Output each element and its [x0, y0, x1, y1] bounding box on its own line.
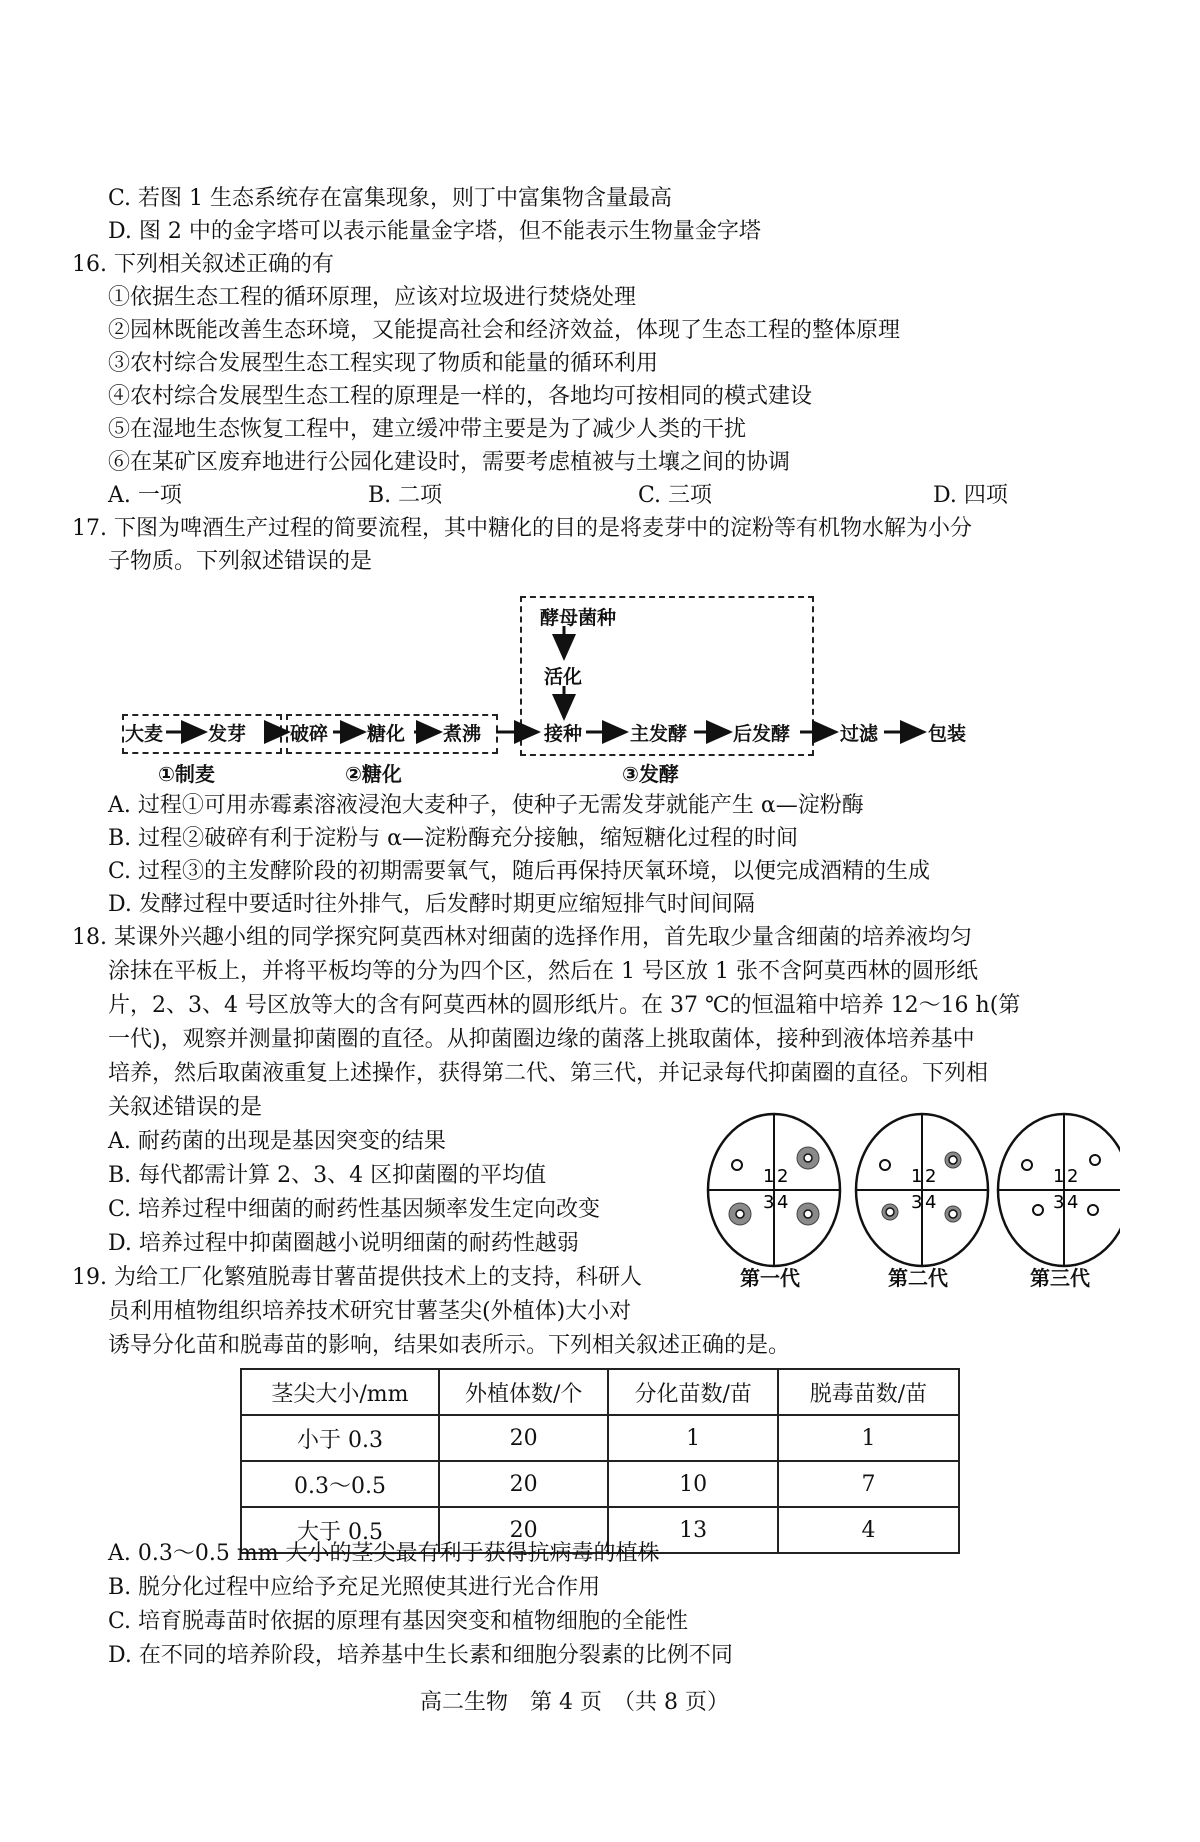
- q16-stem: 16. 下列相关叙述正确的有: [72, 252, 334, 277]
- q16-option-c: C. 三项: [638, 483, 713, 508]
- q19-option-a: A. 0.3～0.5 mm 大小的茎尖最有利于获得抗病毒的植株: [108, 1541, 660, 1566]
- q18-stem-line: 片，2、3、4 号区放等大的含有阿莫西林的圆形纸片。在 37 ℃的恒温箱中培养 12～16 h(第: [108, 993, 1021, 1018]
- q18-stem-line: 18. 某课外兴趣小组的同学探究阿莫西林对细菌的选择作用，首先取少量含细菌的培养液均匀: [72, 925, 972, 950]
- table-header: 脱毒苗数/苗: [778, 1369, 959, 1415]
- q17-stem-line2: 子物质。下列叙述错误的是: [108, 549, 373, 574]
- table-header: 外植体数/个: [439, 1369, 608, 1415]
- plate-gen1: [708, 1114, 840, 1266]
- flow-barley: 大麦: [125, 723, 164, 745]
- flow-main-ferment: 主发酵: [630, 723, 688, 745]
- zone-label-1: 1: [911, 1166, 923, 1187]
- flow-inoculate: 接种: [544, 723, 583, 745]
- q19-stem-line: 19. 为给工厂化繁殖脱毒甘薯苗提供技术上的支持，科研人: [72, 1265, 642, 1290]
- disc-zone4: [804, 1210, 812, 1218]
- table-cell: 1: [778, 1415, 959, 1461]
- table-cell: 20: [439, 1415, 608, 1461]
- table-cell: 7: [778, 1461, 959, 1507]
- q18-stem-line: 一代)，观察并测量抑菌圈的直径。从抑菌圈边缘的菌落上挑取菌体，接种到液体培养基中: [108, 1027, 975, 1052]
- q18-option-c: C. 培养过程中细菌的耐药性基因频率发生定向改变: [108, 1197, 601, 1222]
- table-cell: 0.3～0.5: [241, 1461, 439, 1507]
- flow-saccharify: 糖化: [367, 723, 406, 745]
- q16-item: ⑥在某矿区废弃地进行公园化建设时，需要考虑植被与土壤之间的协调: [108, 450, 791, 475]
- q16-item: ④农村综合发展型生态工程的原理是一样的，各地均可按相同的模式建设: [108, 384, 813, 409]
- zone-label-4: 4: [777, 1192, 789, 1213]
- q16-option-b: B. 二项: [368, 483, 443, 508]
- q18-option-a: A. 耐药菌的出现是基因突变的结果: [108, 1129, 446, 1154]
- q19-option-d: D. 在不同的培养阶段，培养基中生长素和细胞分裂素的比例不同: [108, 1643, 733, 1668]
- q18-stem-line: 涂抹在平板上，并将平板均等的分为四个区，然后在 1 号区放 1 张不含阿莫西林的圆形纸: [108, 959, 978, 984]
- table-row: [241, 1415, 959, 1461]
- flow-yeast: 酵母菌种: [540, 607, 617, 629]
- q17-option-b: B. 过程②破碎有利于淀粉与 α—淀粉酶充分接触，缩短糖化过程的时间: [108, 826, 799, 851]
- disc-zone2: [804, 1154, 812, 1162]
- table-cell: 20: [439, 1507, 608, 1553]
- page-footer: 高二生物 第 4 页 （共 8 页）: [420, 1690, 729, 1715]
- petri-plates-figure: [700, 1110, 1120, 1280]
- q18-option-b: B. 每代都需计算 2、3、4 区抑菌圈的平均值: [108, 1163, 547, 1188]
- table-header: 分化苗数/苗: [608, 1369, 777, 1415]
- table-row: [241, 1461, 959, 1507]
- flow-boil: 煮沸: [443, 723, 482, 745]
- zone-label-3: 3: [763, 1192, 775, 1213]
- q15-option-d: D. 图 2 中的金字塔可以表示能量金字塔，但不能表示生物量金字塔: [108, 219, 761, 244]
- q19-stem-line: 诱导分化苗和脱毒苗的影响，结果如表所示。下列相关叙述正确的是。: [108, 1333, 791, 1358]
- q15-option-c: C. 若图 1 生态系统存在富集现象，则丁中富集物含量最高: [108, 186, 673, 211]
- q16-option-a: A. 一项: [108, 483, 182, 508]
- plate-gen3: [998, 1114, 1120, 1266]
- table-cell: 1: [608, 1415, 777, 1461]
- table-cell: 10: [608, 1461, 777, 1507]
- table-cell: 4: [778, 1507, 959, 1553]
- q17-option-c: C. 过程③的主发酵阶段的初期需要氧气，随后再保持厌氧环境，以便完成酒精的生成: [108, 859, 931, 884]
- q17-stem-line1: 17. 下图为啤酒生产过程的简要流程，其中糖化的目的是将麦芽中的淀粉等有机物水解为小分: [72, 516, 972, 541]
- disc-zone3: [736, 1210, 744, 1218]
- q16-item: ⑤在湿地生态恢复工程中，建立缓冲带主要是为了减少人类的干扰: [108, 417, 747, 442]
- flow-activate: 活化: [544, 666, 583, 688]
- table-cell: 20: [439, 1461, 608, 1507]
- q17-option-d: D. 发酵过程中要适时往外排气，后发酵时期更应缩短排气时间间隔: [108, 892, 755, 917]
- plate-caption-gen2: 第二代: [888, 1266, 948, 1290]
- q18-stem-line: 培养，然后取菌液重复上述操作，获得第二代、第三代，并记录每代抑菌圈的直径。下列相: [108, 1061, 989, 1086]
- zone-label-2: 2: [1067, 1166, 1079, 1187]
- q19-results-table: [240, 1368, 960, 1554]
- flow-crush: 破碎: [290, 723, 329, 745]
- table-cell: 小于 0.3: [241, 1415, 439, 1461]
- flow-sprout: 发芽: [208, 723, 247, 745]
- flow-caption-fermentation: ③发酵: [622, 762, 679, 786]
- flow-pack: 包装: [928, 723, 967, 745]
- zone-label-3: 3: [1053, 1192, 1065, 1213]
- zone-label-2: 2: [777, 1166, 789, 1187]
- zone-label-1: 1: [763, 1166, 775, 1187]
- plate-caption-gen1: 第一代: [740, 1266, 800, 1290]
- table-cell: 大于 0.5: [241, 1507, 439, 1553]
- flow-post-ferment: 后发酵: [733, 723, 791, 745]
- table-header-row: [241, 1369, 959, 1415]
- plate-gen2: [856, 1114, 988, 1266]
- zone-label-2: 2: [925, 1166, 937, 1187]
- table-cell: 13: [608, 1507, 777, 1553]
- q16-item: ②园林既能改善生态环境，又能提高社会和经济效益，体现了生态工程的整体原理: [108, 318, 901, 343]
- table-header: 茎尖大小/mm: [241, 1369, 439, 1415]
- q19-stem-line: 员利用植物组织培养技术研究甘薯茎尖(外植体)大小对: [108, 1299, 632, 1324]
- q18-option-d: D. 培养过程中抑菌圈越小说明细菌的耐药性越弱: [108, 1231, 579, 1256]
- flow-filter: 过滤: [840, 723, 879, 745]
- zone-label-3: 3: [911, 1192, 923, 1213]
- q19-option-b: B. 脱分化过程中应给予充足光照使其进行光合作用: [108, 1575, 601, 1600]
- zone-label-1: 1: [1053, 1166, 1065, 1187]
- q16-option-d: D. 四项: [933, 483, 1008, 508]
- flow-caption-saccharification: ②糖化: [345, 762, 402, 786]
- disc-zone1: [732, 1160, 742, 1170]
- zone-label-4: 4: [925, 1192, 937, 1213]
- q16-item: ①依据生态工程的循环原理，应该对垃圾进行焚烧处理: [108, 285, 637, 310]
- plate-caption-gen3: 第三代: [1030, 1266, 1090, 1290]
- q18-stem-line: 关叙述错误的是: [108, 1095, 263, 1120]
- q17-option-a: A. 过程①可用赤霉素溶液浸泡大麦种子，使种子无需发芽就能产生 α—淀粉酶: [108, 793, 864, 818]
- flow-arrows: [0, 0, 1200, 800]
- q16-item: ③农村综合发展型生态工程实现了物质和能量的循环利用: [108, 351, 659, 376]
- flow-caption-malting: ①制麦: [158, 762, 215, 786]
- q19-option-c: C. 培育脱毒苗时依据的原理有基因突变和植物细胞的全能性: [108, 1609, 689, 1634]
- zone-label-4: 4: [1067, 1192, 1079, 1213]
